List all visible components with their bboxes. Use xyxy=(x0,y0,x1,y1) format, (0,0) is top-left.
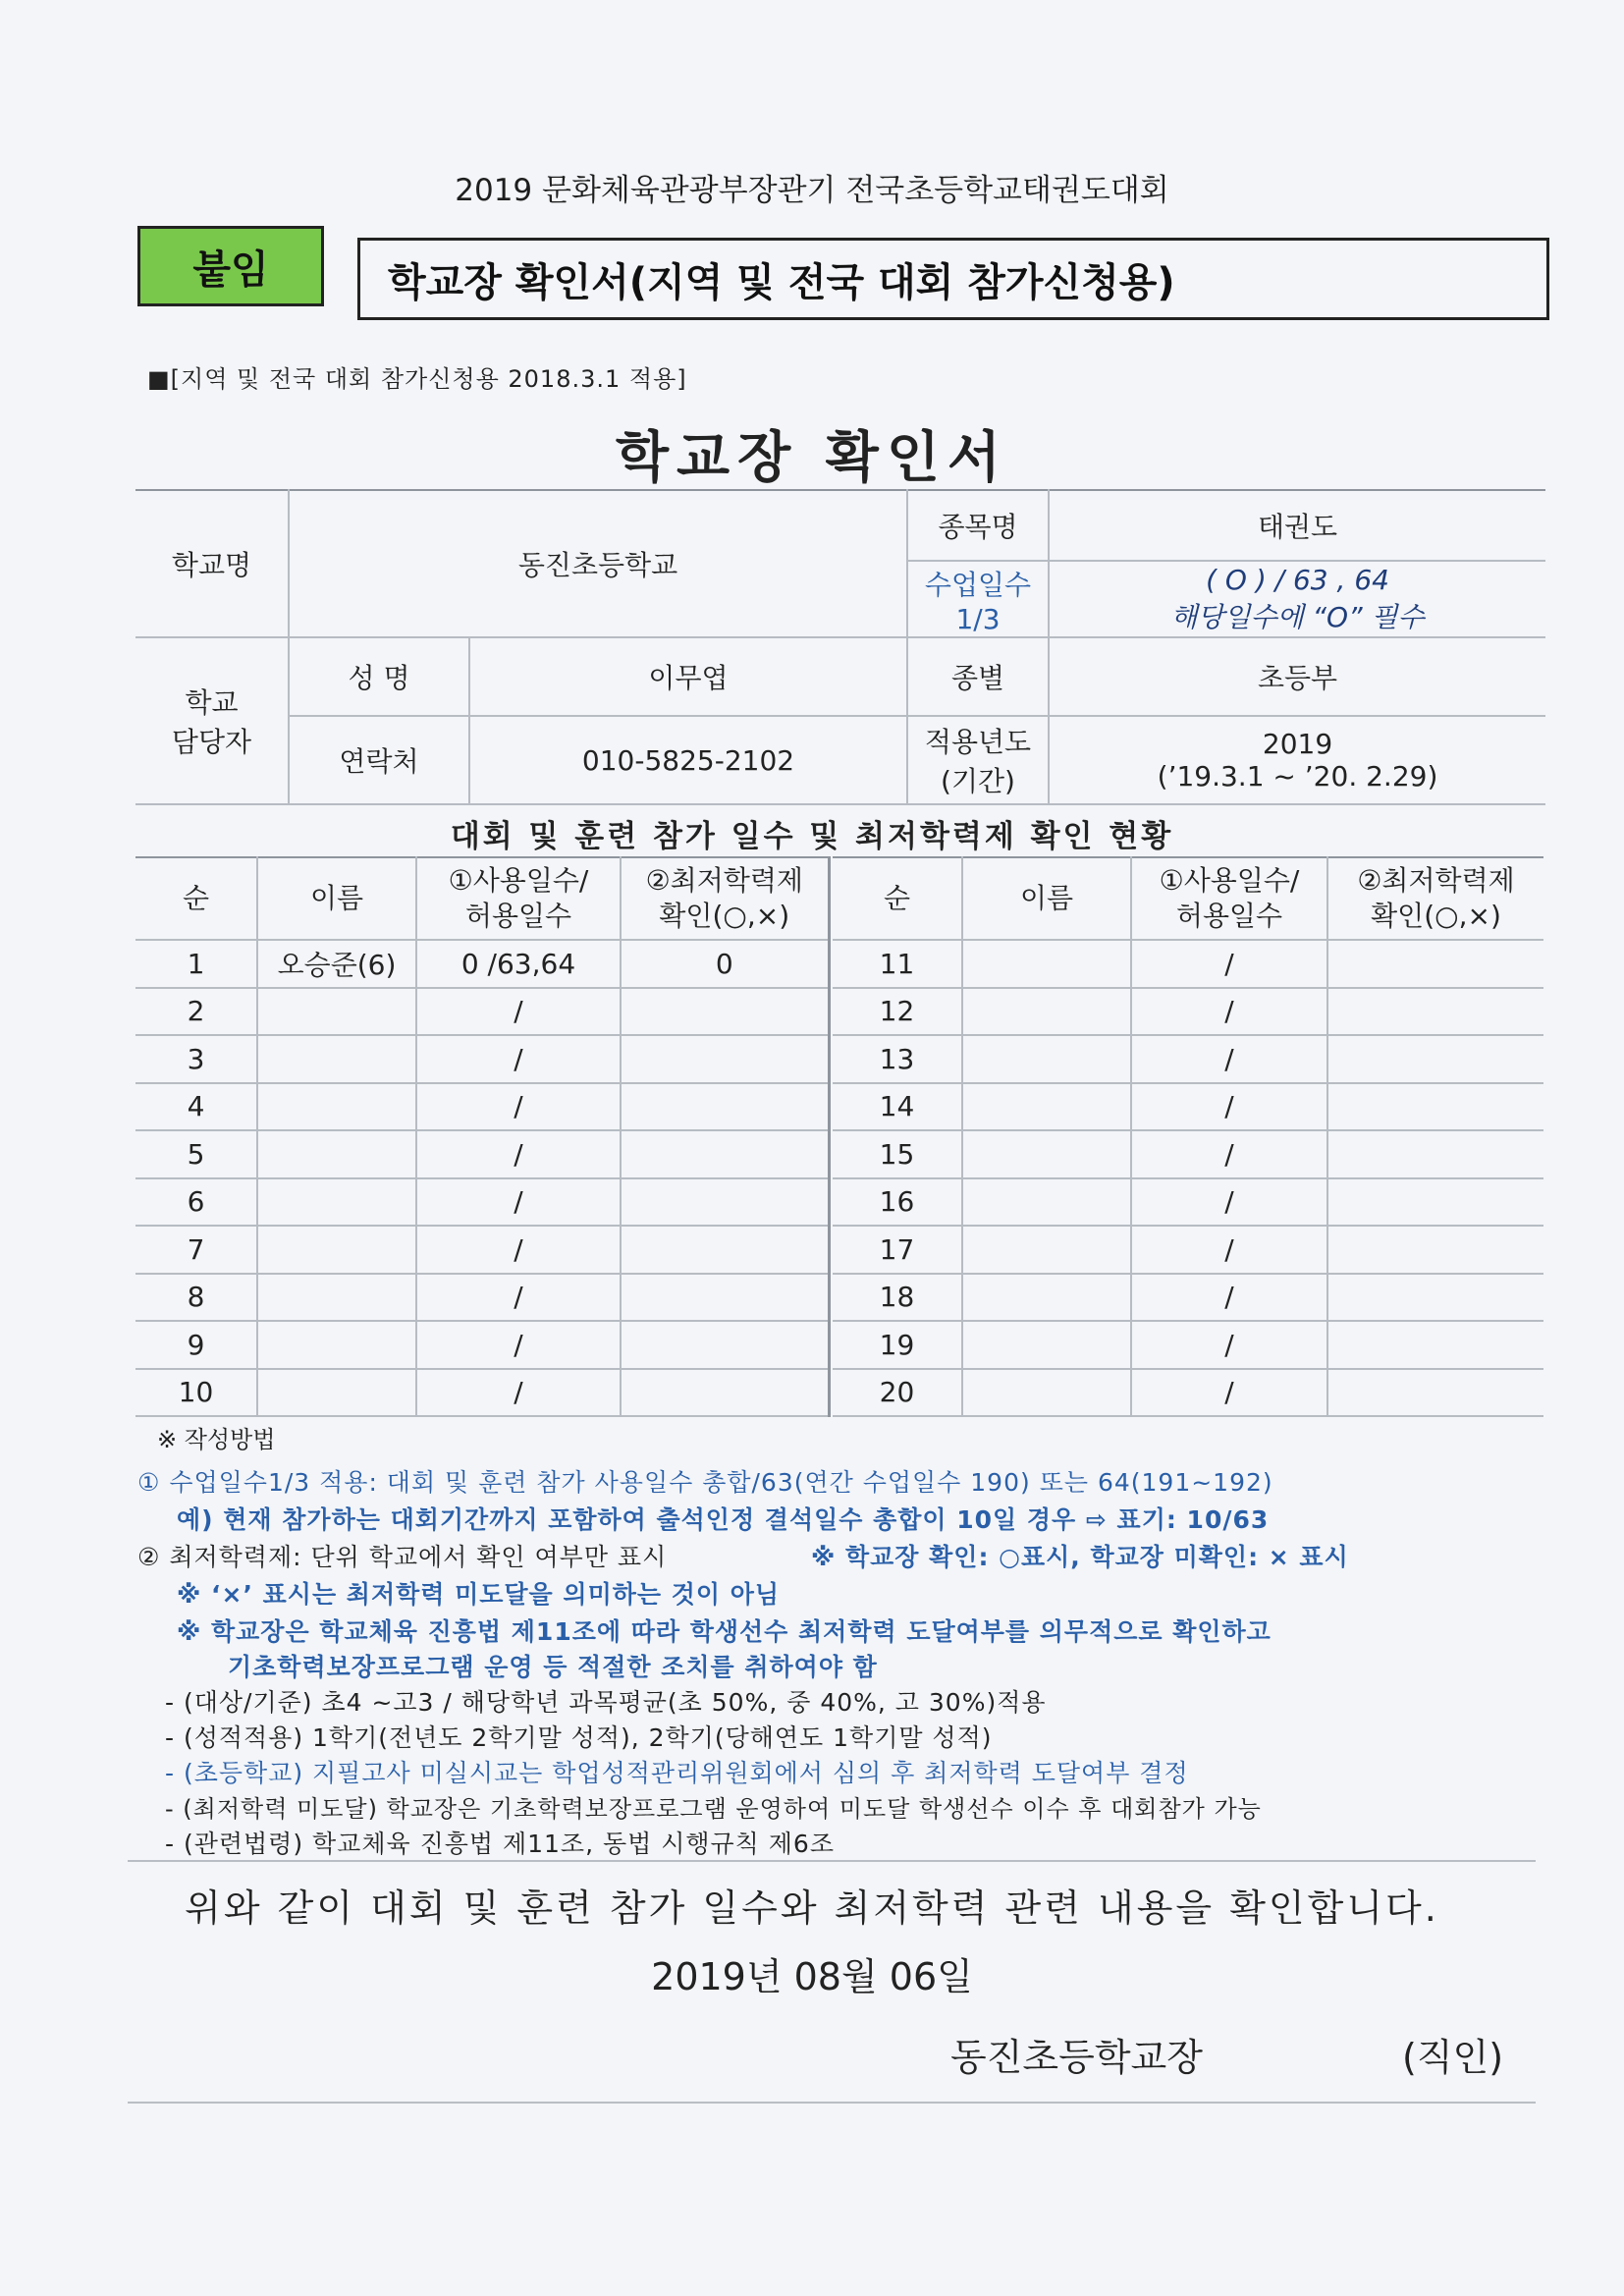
col-check xyxy=(1327,857,1543,940)
col-check xyxy=(621,857,829,940)
row-days: / xyxy=(1131,1274,1327,1322)
row-name xyxy=(257,988,416,1036)
attachment-tag: 붙임 xyxy=(137,226,324,306)
row-no: 6 xyxy=(135,1178,257,1227)
row-days: / xyxy=(416,1321,621,1369)
divider xyxy=(128,1860,1536,1862)
row-check xyxy=(1327,1035,1543,1083)
year-value xyxy=(1049,716,1545,804)
row-name xyxy=(257,1130,416,1178)
table-row xyxy=(135,1226,829,1274)
instruction-line-8: - (성적적용) 1학기(전년도 2학기말 성적), 2학기(당해연도 1학기말 성적) xyxy=(165,1723,993,1752)
class-days-label xyxy=(907,561,1049,637)
contact-label: 연락처 xyxy=(289,716,469,804)
box-title: 학교장 확인서(지역 및 전국 대회 참가신청용) xyxy=(357,238,1549,320)
table-row xyxy=(135,1035,829,1083)
col-days-line2: 허용일수 xyxy=(1175,900,1283,932)
info-table xyxy=(135,489,1545,805)
class-days-value-line1: ( O ) / 63 , 64 xyxy=(1206,563,1389,596)
row-days: / xyxy=(416,1035,621,1083)
row-days: / xyxy=(1131,1130,1327,1178)
row-no: 2 xyxy=(135,988,257,1036)
row-no: 8 xyxy=(135,1274,257,1322)
row-check xyxy=(621,1274,829,1322)
row-no: 1 xyxy=(135,940,257,988)
row-check: 0 xyxy=(621,940,829,988)
instruction-line-11: - (관련법령) 학교체육 진흥법 제11조, 동법 시행규칙 제6조 xyxy=(165,1830,835,1858)
table-row xyxy=(833,1274,1543,1322)
row-name xyxy=(962,1130,1131,1178)
row-days: / xyxy=(416,1369,621,1417)
row-check xyxy=(621,1178,829,1227)
col-check-line2: 확인(○,×) xyxy=(659,900,790,932)
name-value: 이무엽 xyxy=(469,637,907,716)
row-check xyxy=(621,1226,829,1274)
row-check xyxy=(1327,1274,1543,1322)
row-days: 0 /63,64 xyxy=(416,940,621,988)
instruction-line-5: ※ 학교장은 학교체육 진흥법 제11조에 따라 학생선수 최저학력 도달여부를 의무적으로 확인하고 xyxy=(177,1617,1272,1646)
row-name xyxy=(257,1274,416,1322)
row-no: 5 xyxy=(135,1130,257,1178)
table-row xyxy=(833,1083,1543,1131)
table-row xyxy=(833,1226,1543,1274)
row-name xyxy=(257,1226,416,1274)
table-row xyxy=(135,988,829,1036)
row-no: 20 xyxy=(833,1369,962,1417)
col-days xyxy=(1131,857,1327,940)
row-days: / xyxy=(416,1226,621,1274)
row-check xyxy=(1327,1321,1543,1369)
instructions-heading: ※ 작성방법 xyxy=(157,1426,276,1453)
sport-label: 종목명 xyxy=(907,490,1049,561)
row-name xyxy=(257,1321,416,1369)
issue-date: 2019년 08월 06일 xyxy=(651,1955,973,1998)
row-name xyxy=(962,1178,1131,1227)
col-days-line1: ①사용일수/ xyxy=(1159,863,1300,897)
sport-value: 태권도 xyxy=(1049,490,1545,561)
table-row xyxy=(135,1178,829,1227)
col-days xyxy=(416,857,621,940)
name-label: 성 명 xyxy=(289,637,469,716)
rows-left xyxy=(135,940,829,1416)
row-days: / xyxy=(416,1083,621,1131)
class-days-value-line2: 해당일수에 “O” 필수 xyxy=(1170,600,1425,633)
year-label-line2: (기간) xyxy=(941,765,1015,797)
row-days: / xyxy=(1131,1321,1327,1369)
table-row xyxy=(135,940,829,988)
col-check-line1: ②최저학력제 xyxy=(1357,863,1515,897)
table-row xyxy=(135,1274,829,1322)
row-check xyxy=(621,1130,829,1178)
row-no: 9 xyxy=(135,1321,257,1369)
table-row xyxy=(135,1130,829,1178)
table-row xyxy=(833,1035,1543,1083)
row-check xyxy=(1327,1178,1543,1227)
row-check xyxy=(621,1035,829,1083)
division-value: 초등부 xyxy=(1049,637,1545,716)
row-name xyxy=(962,1035,1131,1083)
col-name: 이름 xyxy=(257,857,416,940)
year-label xyxy=(907,716,1049,804)
col-check-line1: ②최저학력제 xyxy=(645,863,803,897)
divider xyxy=(128,2102,1536,2104)
row-check xyxy=(621,988,829,1036)
year-label-line1: 적용년도 xyxy=(924,726,1032,758)
row-name xyxy=(962,940,1131,988)
table-row xyxy=(833,940,1543,988)
class-days-label-line1: 수업일수 xyxy=(924,568,1032,601)
row-name: 오승준(6) xyxy=(257,940,416,988)
row-name xyxy=(257,1178,416,1227)
row-name xyxy=(962,1226,1131,1274)
table-row xyxy=(833,988,1543,1036)
table-row xyxy=(135,1083,829,1131)
class-days-value xyxy=(1049,561,1545,637)
row-days: / xyxy=(416,1130,621,1178)
row-no: 16 xyxy=(833,1178,962,1227)
col-name: 이름 xyxy=(962,857,1131,940)
participants-table-right xyxy=(833,856,1543,1417)
table-row xyxy=(135,1321,829,1369)
col-days-line2: 허용일수 xyxy=(464,900,572,932)
participants-table-left xyxy=(135,856,831,1417)
row-name xyxy=(962,988,1131,1036)
row-days: / xyxy=(1131,940,1327,988)
row-days: / xyxy=(1131,1369,1327,1417)
instruction-line-10: - (최저학력 미도달) 학교장은 기초학력보장프로그램 운영하여 미도달 학생선수 이수 후 대회참가 가능 xyxy=(165,1795,1262,1823)
row-days: / xyxy=(416,988,621,1036)
row-name xyxy=(257,1035,416,1083)
row-check xyxy=(621,1083,829,1131)
closing-statement: 위와 같이 대회 및 훈련 참가 일수와 최저학력 관련 내용을 확인합니다. xyxy=(185,1886,1439,1930)
class-days-label-line2: 1/3 xyxy=(955,602,1001,635)
col-no: 순 xyxy=(135,857,257,940)
row-no: 4 xyxy=(135,1083,257,1131)
year-value-line2: (’19.3.1 ~ ’20. 2.29) xyxy=(1157,760,1438,793)
signer: 동진초등학교장 xyxy=(950,2036,1203,2079)
row-no: 7 xyxy=(135,1226,257,1274)
col-days-line1: ①사용일수/ xyxy=(448,863,589,897)
table-row xyxy=(135,1369,829,1417)
row-name xyxy=(257,1369,416,1417)
instruction-line-6: 기초학력보장프로그램 운영 등 적절한 조치를 취하여야 함 xyxy=(228,1653,878,1681)
row-no: 10 xyxy=(135,1369,257,1417)
staff-label-line1: 학교 xyxy=(185,686,239,719)
instruction-line-7: - (대상/기준) 초4 ~고3 / 해당학년 과목평균(초 50%, 중 40%, 고 30%)적용 xyxy=(165,1688,1047,1717)
row-no: 17 xyxy=(833,1226,962,1274)
instruction-line-1: ① 수업일수1/3 적용: 대회 및 훈련 참가 사용일수 총합/63(연간 수업일수 190) 또는 64(191~192) xyxy=(137,1468,1273,1497)
document-title: 학교장 확인서 xyxy=(615,426,1009,490)
row-check xyxy=(621,1321,829,1369)
form-note: ■[지역 및 전국 대회 참가신청용 2018.3.1 적용] xyxy=(147,365,687,393)
row-check xyxy=(621,1369,829,1417)
row-no: 11 xyxy=(833,940,962,988)
table-row xyxy=(833,1369,1543,1417)
row-check xyxy=(1327,1226,1543,1274)
official-seal: (직인) xyxy=(1402,2036,1504,2079)
row-days: / xyxy=(1131,988,1327,1036)
row-days: / xyxy=(1131,1178,1327,1227)
instruction-line-2: 예) 현재 참가하는 대회기간까지 포함하여 출석인정 결석일수 총합이 10일 경우 ⇨ 표기: 10/63 xyxy=(177,1505,1270,1534)
section-title: 대회 및 훈련 참가 일수 및 최저학력제 확인 현황 xyxy=(450,819,1174,854)
row-days: / xyxy=(416,1178,621,1227)
row-no: 3 xyxy=(135,1035,257,1083)
instruction-line-9: - (초등학교) 지필고사 미실시교는 학업성적관리위원회에서 심의 후 최저학력 도달여부 결정 xyxy=(165,1759,1189,1787)
event-title: 2019 문화체육관광부장관기 전국초등학교태권도대회 xyxy=(455,173,1169,208)
row-no: 13 xyxy=(833,1035,962,1083)
row-check xyxy=(1327,1130,1543,1178)
staff-label-line2: 담당자 xyxy=(171,726,252,758)
school-value: 동진초등학교 xyxy=(289,490,907,637)
table-row xyxy=(833,1178,1543,1227)
year-value-line1: 2019 xyxy=(1262,728,1333,760)
row-check xyxy=(1327,940,1543,988)
row-check xyxy=(1327,988,1543,1036)
instruction-line-3a: ② 최저학력제: 단위 학교에서 확인 여부만 표시 xyxy=(137,1543,668,1571)
rows-right xyxy=(833,940,1543,1416)
row-no: 19 xyxy=(833,1321,962,1369)
row-name xyxy=(962,1083,1131,1131)
row-check xyxy=(1327,1083,1543,1131)
row-no: 12 xyxy=(833,988,962,1036)
row-no: 14 xyxy=(833,1083,962,1131)
row-days: / xyxy=(1131,1035,1327,1083)
row-days: / xyxy=(416,1274,621,1322)
row-name xyxy=(257,1083,416,1131)
row-name xyxy=(962,1321,1131,1369)
col-check-line2: 확인(○,×) xyxy=(1371,900,1501,932)
row-no: 15 xyxy=(833,1130,962,1178)
table-row xyxy=(833,1130,1543,1178)
staff-label xyxy=(135,637,289,804)
row-days: / xyxy=(1131,1226,1327,1274)
contact-value: 010-5825-2102 xyxy=(469,716,907,804)
row-check xyxy=(1327,1369,1543,1417)
row-days: / xyxy=(1131,1083,1327,1131)
school-label: 학교명 xyxy=(135,490,289,637)
table-row xyxy=(833,1321,1543,1369)
division-label: 종별 xyxy=(907,637,1049,716)
instruction-line-3b: ※ 학교장 확인: ○표시, 학교장 미확인: × 표시 xyxy=(811,1543,1349,1571)
row-name xyxy=(962,1369,1131,1417)
instruction-line-4: ※ ‘×’ 표시는 최저학력 미도달을 의미하는 것이 아님 xyxy=(177,1580,781,1609)
row-no: 18 xyxy=(833,1274,962,1322)
col-no: 순 xyxy=(833,857,962,940)
row-name xyxy=(962,1274,1131,1322)
